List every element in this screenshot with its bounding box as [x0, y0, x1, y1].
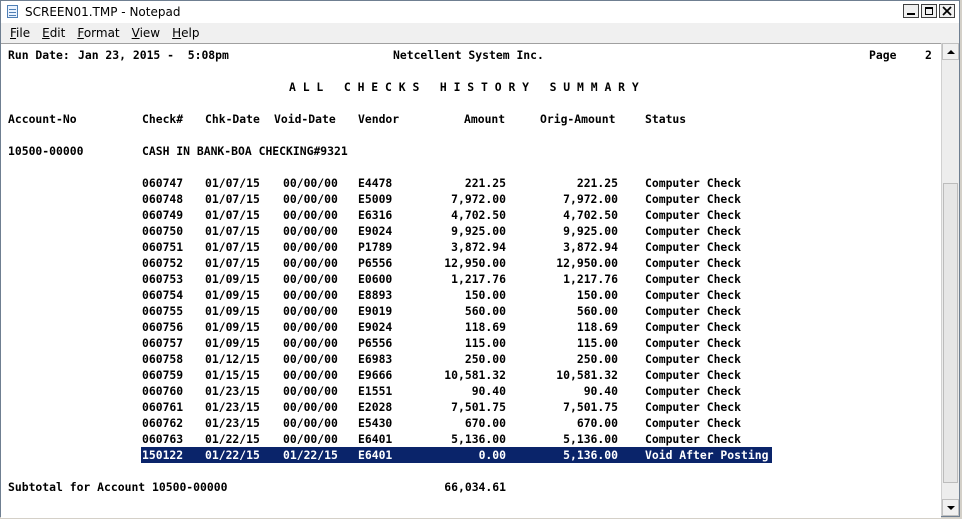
col-amount: Amount [464, 112, 506, 126]
col-check-no: Check# [142, 112, 184, 126]
company-name: Netcellent System Inc. [393, 48, 544, 62]
minimize-button[interactable] [903, 4, 919, 18]
window-title: SCREEN01.TMP - Notepad [25, 5, 181, 19]
row-vendor: E9666 [358, 368, 393, 382]
row-vendor: E0600 [358, 272, 393, 286]
row-orig-amount: 10,581.32 [556, 368, 618, 382]
row-check-no: 060760 [142, 384, 184, 398]
row-check-no: 060758 [142, 352, 184, 366]
row-orig-amount: 670.00 [576, 416, 618, 430]
row-chk-date: 01/12/15 [205, 352, 260, 366]
row-status: Computer Check [645, 272, 742, 286]
maximize-button[interactable] [921, 4, 937, 18]
scroll-down-button[interactable] [942, 499, 959, 516]
row-check-no: 060761 [142, 400, 184, 414]
row-status: Computer Check [645, 176, 742, 190]
row-void-date: 00/00/00 [283, 368, 338, 382]
row-check-no: 060757 [142, 336, 184, 350]
row-status: Computer Check [645, 416, 742, 430]
row-check-no: 060763 [142, 432, 184, 446]
row-void-date: 00/00/00 [283, 272, 338, 286]
row-vendor: E9024 [358, 320, 393, 334]
row-amount: 7,972.00 [451, 192, 506, 206]
row-status: Computer Check [645, 320, 742, 334]
row-amount: 4,702.50 [451, 208, 506, 222]
row-check-no: 060752 [142, 256, 184, 270]
row-amount: 5,136.00 [451, 432, 506, 446]
row-chk-date: 01/22/15 [205, 448, 260, 462]
menu-format[interactable]: Format [77, 26, 120, 40]
row-void-date: 00/00/00 [283, 256, 338, 270]
row-void-date: 00/00/00 [283, 288, 338, 302]
close-icon [940, 5, 954, 17]
row-orig-amount: 250.00 [576, 352, 618, 366]
row-chk-date: 01/09/15 [205, 320, 260, 334]
menu-bar [1, 23, 959, 43]
col-status: Status [645, 112, 687, 126]
row-void-date: 00/00/00 [283, 240, 338, 254]
row-void-date: 00/00/00 [283, 304, 338, 318]
row-void-date: 00/00/00 [283, 352, 338, 366]
row-amount: 250.00 [464, 352, 506, 366]
col-void-date: Void-Date [274, 112, 336, 126]
row-chk-date: 01/09/15 [205, 336, 260, 350]
row-void-date: 00/00/00 [283, 400, 338, 414]
row-chk-date: 01/07/15 [205, 256, 260, 270]
row-void-date: 00/00/00 [283, 432, 338, 446]
row-void-date: 00/00/00 [283, 416, 338, 430]
row-chk-date: 01/23/15 [205, 416, 260, 430]
account-number: 10500-00000 [8, 144, 84, 158]
row-vendor: E2028 [358, 400, 393, 414]
row-status: Computer Check [645, 336, 742, 350]
title-bar[interactable] [1, 1, 959, 23]
row-check-no: 060751 [142, 240, 184, 254]
row-vendor: E9024 [358, 224, 393, 238]
row-vendor: E9019 [358, 304, 393, 318]
row-amount: 670.00 [464, 416, 506, 430]
row-orig-amount: 4,702.50 [563, 208, 618, 222]
row-status: Computer Check [645, 256, 742, 270]
row-chk-date: 01/07/15 [205, 176, 260, 190]
row-vendor: E6983 [358, 352, 393, 366]
menu-help[interactable]: Help [172, 26, 200, 40]
row-orig-amount: 5,136.00 [563, 432, 618, 446]
row-void-date: 00/00/00 [283, 336, 338, 350]
row-amount: 221.25 [464, 176, 506, 190]
row-orig-amount: 1,217.76 [563, 272, 618, 286]
row-orig-amount: 90.40 [583, 384, 618, 398]
row-status: Computer Check [645, 240, 742, 254]
row-void-date: 00/00/00 [283, 176, 338, 190]
row-check-no: 060754 [142, 288, 184, 302]
row-chk-date: 01/15/15 [205, 368, 260, 382]
row-amount: 150.00 [464, 288, 506, 302]
row-status: Computer Check [645, 304, 742, 318]
scroll-thumb[interactable] [943, 183, 958, 483]
col-vendor: Vendor [358, 112, 400, 126]
row-void-date: 00/00/00 [283, 384, 338, 398]
menu-file[interactable]: File [10, 26, 31, 40]
subtotal-label: Subtotal for Account 10500-00000 [8, 480, 228, 494]
notepad-icon [6, 5, 20, 19]
row-amount: 90.40 [471, 384, 506, 398]
row-amount: 1,217.76 [451, 272, 506, 286]
row-orig-amount: 9,925.00 [563, 224, 618, 238]
text-editor-area[interactable] [1, 43, 941, 518]
row-status: Void After Posting [645, 448, 769, 462]
row-check-no: 150122 [142, 448, 184, 462]
row-vendor: E5009 [358, 192, 393, 206]
row-chk-date: 01/07/15 [205, 240, 260, 254]
row-chk-date: 01/07/15 [205, 224, 260, 238]
row-orig-amount: 3,872.94 [563, 240, 618, 254]
row-check-no: 060762 [142, 416, 184, 430]
subtotal-amount: 66,034.61 [444, 480, 506, 494]
row-chk-date: 01/07/15 [205, 192, 260, 206]
row-vendor: E6401 [358, 432, 393, 446]
row-amount: 115.00 [464, 336, 506, 350]
row-chk-date: 01/09/15 [205, 272, 260, 286]
menu-view[interactable]: View [131, 26, 161, 40]
row-void-date: 01/22/15 [283, 448, 338, 462]
row-vendor: P6556 [358, 256, 393, 270]
row-orig-amount: 150.00 [576, 288, 618, 302]
vertical-scrollbar[interactable] [941, 43, 959, 516]
row-check-no: 060750 [142, 224, 184, 238]
row-vendor: E5430 [358, 416, 393, 430]
row-orig-amount: 118.69 [576, 320, 618, 334]
row-amount: 9,925.00 [451, 224, 506, 238]
row-status: Computer Check [645, 384, 742, 398]
page-label: Page [869, 48, 897, 62]
row-orig-amount: 12,950.00 [556, 256, 618, 270]
row-vendor: E4478 [358, 176, 393, 190]
row-check-no: 060747 [142, 176, 184, 190]
col-chk-date: Chk-Date [205, 112, 260, 126]
row-vendor: E6401 [358, 448, 393, 462]
row-orig-amount: 560.00 [576, 304, 618, 318]
row-amount: 7,501.75 [451, 400, 506, 414]
row-status: Computer Check [645, 224, 742, 238]
run-date: Jan 23, 2015 - 5:08pm [78, 48, 229, 62]
row-void-date: 00/00/00 [283, 224, 338, 238]
row-orig-amount: 7,972.00 [563, 192, 618, 206]
row-status: Computer Check [645, 400, 742, 414]
row-status: Computer Check [645, 432, 742, 446]
row-status: Computer Check [645, 288, 742, 302]
row-vendor: E6316 [358, 208, 393, 222]
row-amount: 12,950.00 [444, 256, 506, 270]
row-check-no: 060749 [142, 208, 184, 222]
row-status: Computer Check [645, 352, 742, 366]
row-status: Computer Check [645, 368, 742, 382]
row-vendor: E1551 [358, 384, 393, 398]
row-chk-date: 01/23/15 [205, 400, 260, 414]
col-orig-amount: Orig-Amount [540, 112, 616, 126]
row-chk-date: 01/22/15 [205, 432, 260, 446]
row-vendor: P1789 [358, 240, 393, 254]
row-amount: 0.00 [478, 448, 506, 462]
account-description: CASH IN BANK-BOA CHECKING#9321 [142, 144, 348, 158]
row-check-no: 060759 [142, 368, 184, 382]
row-chk-date: 01/09/15 [205, 288, 260, 302]
col-account-no: Account-No [8, 112, 77, 126]
row-check-no: 060748 [142, 192, 184, 206]
row-void-date: 00/00/00 [283, 320, 338, 334]
page-number: 2 [925, 48, 932, 62]
row-chk-date: 01/09/15 [205, 304, 260, 318]
row-amount: 10,581.32 [444, 368, 506, 382]
scroll-up-button[interactable] [942, 43, 959, 60]
row-vendor: E8893 [358, 288, 393, 302]
row-chk-date: 01/23/15 [205, 384, 260, 398]
row-orig-amount: 7,501.75 [563, 400, 618, 414]
row-void-date: 00/00/00 [283, 208, 338, 222]
report-title: A L L C H E C K S H I S T O R Y S U M M A R Y [289, 80, 639, 94]
row-check-no: 060756 [142, 320, 184, 334]
row-void-date: 00/00/00 [283, 192, 338, 206]
arrow-up-icon [947, 50, 955, 54]
row-orig-amount: 115.00 [576, 336, 618, 350]
row-status: Computer Check [645, 192, 742, 206]
row-amount: 3,872.94 [451, 240, 506, 254]
row-check-no: 060753 [142, 272, 184, 286]
menu-edit[interactable]: Edit [42, 26, 66, 40]
row-vendor: P6556 [358, 336, 393, 350]
row-amount: 560.00 [464, 304, 506, 318]
run-date-label: Run Date: [8, 48, 70, 62]
row-orig-amount: 221.25 [576, 176, 618, 190]
row-status: Computer Check [645, 208, 742, 222]
arrow-down-icon [947, 506, 955, 510]
close-button[interactable] [939, 4, 955, 18]
row-orig-amount: 5,136.00 [563, 448, 618, 462]
row-check-no: 060755 [142, 304, 184, 318]
row-amount: 118.69 [464, 320, 506, 334]
row-chk-date: 01/07/15 [205, 208, 260, 222]
